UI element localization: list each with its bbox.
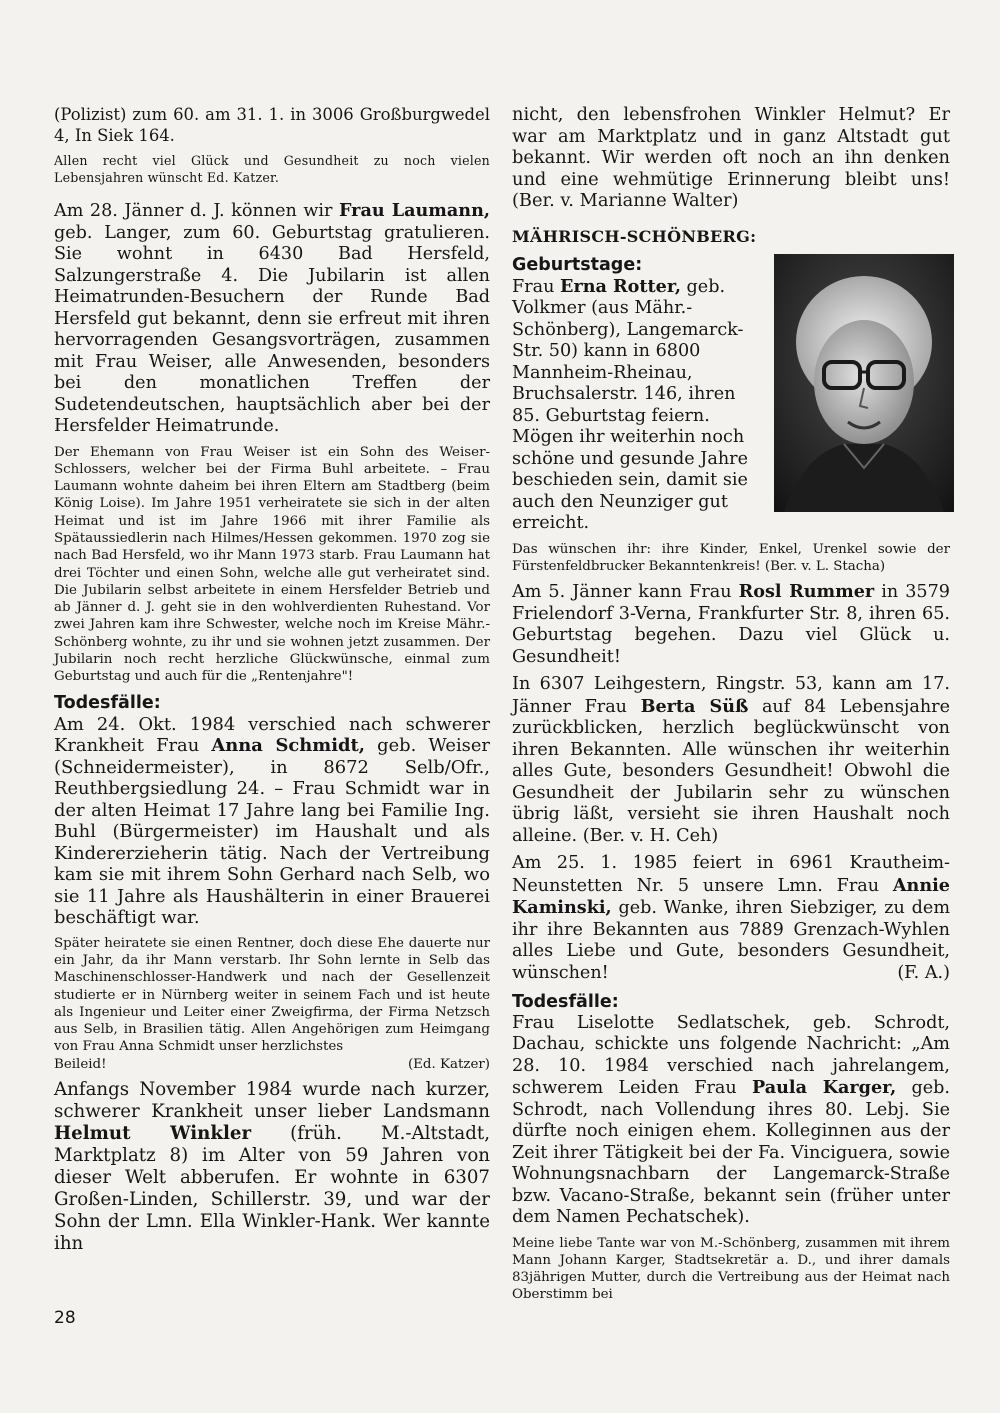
text: Frau [512,276,561,297]
person-name: Anna Schmidt, [211,735,366,757]
text: Frau Liselotte Sedlatschek, geb. Schrodt, Dachau, schickte uns folgende Nachricht: „Am 28. 10. 1984 verschied nach jahrelangem, schwerem Leiden Frau [512,1012,950,1099]
text: Am 25. 1. 1985 feiert in 6961 Krautheim-Neunstetten Nr. 5 unsere Lmn. Frau [512,853,950,896]
person-name: Frau Laumann, [339,200,490,221]
text: Am 24. Okt. 1984 verschied nach schwerer Krankheit Frau [54,713,490,757]
paragraph [512,1013,950,1229]
text: geb. Weiser (Schneidermeister), in 8672 Selb/Ofr., Reuthbergsiedlung 24. – Frau Schmidt war in der alten Heimat 17 Jahre lang bei Familie Ing. Buhl (Bürgermeister) im Haushalt und als Kindererzieherin tätig. Nach der Vertreibung kam sie mit ihrem Sohn Gerhard nach Selb, wo sie 11 Jahre als Haushälterin in einer Brauerei beschäftigt war. [54,735,490,929]
text: Am 28. Jänner d. J. können wir [54,201,339,221]
person-name: Berta Süß [640,695,749,717]
person-name: Annie Kaminski, [512,874,950,919]
text: In 6307 Leihgestern, Ringstr. 53, kann am 17. Jänner Frau [512,674,950,717]
byline: (F. A.) [897,963,950,984]
byline: (Ed. Katzer) [407,1056,490,1072]
paragraph [54,200,490,438]
text: auf 84 Lebensjahre zurückblicken, herzlich beglückwünscht von ihren Bekannten. Alle wünschen ihr weiterhin alles Gute, besonders Gesundheit! Obwohl die Gesundheit der Jubilarin sehr zu wünschen übrig läßt, versieht sie ihren Haushalt noch alleine. (Ber. v. H. Ceh) [512,696,950,846]
paragraph: Der Ehemann von Frau Weiser ist ein Sohn des Weiser-Schlossers, welcher bei der Firma Buhl arbeitete. – Frau Laumann wohnte daheim bei ihren Eltern am Stadtberg (beim König Loise). Im Jahre 1951 verheiratete sie sich in der alten Heimat und ist im Jahre 1966 mit ihrer Familie als Spätaussiedlerin nach Hilmes/Hessen gekommen. 1970 zog sie nach Bad Hersfeld, wo ihr Mann 1973 starb. Frau Laumann hat drei Töchter und einen Sohn, welche alle gut verheiratet sind. Die Jubilarin selbst arbeitete in einem Hersfelder Betrieb und ab Jänner d. J. geht sie in den wohlverdienten Ruhestand. Vor zwei Jahren kam ihre Schwester, welche noch im Kreise Mähr.-Schönberg wohnte, zu ihr und sie wohnen jetzt zusammen. Der Jubilarin noch recht herzliche Glückwünsche, einmal zum Geburtstag und auch für die „Rentenjahre"! [54,444,490,685]
right-column [512,104,950,1310]
text: geb. Schrodt, nach Vollendung ihres 80. Lebj. Sie dürfte noch einigen ehem. Kolleginnen aus der Zeit ihrer Tätigkeit bei der Fa. Vinciguera, sowie Wohnungsnachbarn der Langemarck-Straße bzw. Vacano-Straße, bekannt sein (früher unter dem Namen Pechatschek). [512,1078,950,1228]
text: Anfangs November 1984 wurde nach kurzer, schwerer Krankheit unser lieber Landsmann [54,1079,490,1123]
paragraph [54,714,490,929]
paragraph [54,1079,490,1255]
text: geb. Langer, zum 60. Geburtstag gratulieren. Sie wohnt in 6430 Bad Hersfeld, Salzungerstraße 4. Die Jubilarin ist allen Heimatrunden-Besuchern der Runde Bad Hersfeld gut bekannt, denn sie erfreut mit ihren hervorragenden Gesangsvorträgen, zusammen mit Frau Weiser, alle Anwesenden, besonders bei den monatlichen Treffen der Sudetendeutschen, hauptsächlich aber bei der Hersfelder Heimatrunde. [54,222,490,436]
paragraph [512,581,950,668]
text: in 3579 Frielendorf 3-Verna, Frankfurter Str. 8, ihren 65. Geburtstag begehen. Dazu viel Glück u. Gesundheit! [512,582,951,667]
paragraph: Meine liebe Tante war von M.-Schönberg, zusammen mit ihrem Mann Johann Karger, Stadtsekretär a. D., und ihrer damals 83jährigen Mutter, durch die Vertreibung aus der Heimat nach Oberstimm bei [512,1235,950,1303]
paragraph: nicht, den lebensfrohen Winkler Helmut? Er war am Marktplatz und in ganz Altstadt gut bekannt. Wir werden oft noch an ihn denken und eine wehmütige Erinnerung bleibt uns! (Ber. v. Marianne Walter) [512,104,950,211]
section-heading: Todesfälle: [512,991,619,1012]
text: geb. Wanke, ihren Siebziger, zu dem ihr ihre Bekannten aus 7889 Grenzach-Wyhlen alles Liebe und Gute, besonders Gesundheit, wünschen! [512,898,950,983]
person-name: Erna Rotter, [560,275,681,297]
text: Beileid! [54,1056,107,1072]
text: Am 5. Jänner kann Frau [512,582,739,603]
signature-line [54,1056,490,1073]
paragraph: Das wünschen ihr: ihre Kinder, Enkel, Urenkel sowie der Fürstenfeldbrucker Bekanntenkreis! (Ber. v. L. Stacha) [512,541,950,574]
section-heading: Todesfälle: [54,692,161,713]
paragraph: (Polizist) zum 60. am 31. 1. in 3006 Großburgwedel 4, In Siek 164. [54,105,490,145]
left-column [54,104,490,1261]
text: (früh. M.-Altstadt, Marktplatz 8) im Alter von 59 Jahren von dieser Welt abberufen. Er wohnte in 6307 Großen-Linden, Schillerstr. 39, und war der Sohn der Lmn. Ella Winkler-Hank. Wer kannte ihn [54,1123,490,1255]
section-heading: Geburtstage: [512,254,643,275]
paragraph [54,935,490,1056]
person-name: Rosl Rummer [738,581,875,603]
text: geb. Volkmer (aus Mähr.-Schönberg), Langemarck-Str. 50) kann in 6800 Mannheim-Rheinau, Bruchsalerstr. 146, ihren 85. Geburtstag feiern. Mögen ihr weiterhin noch schöne und gesunde Jahre beschieden sein, damit sie auch den Neunziger gut erreicht. [512,276,748,533]
portrait-image [774,254,954,512]
page-number: 28 [54,1308,76,1328]
person-name: Paula Karger, [751,1077,897,1099]
paragraph: Allen recht viel Glück und Gesundheit zu noch vielen Lebensjahren wünscht Ed. Katzer. [54,153,490,185]
person-name: Helmut Winkler [54,1123,252,1145]
portrait-photo [774,254,954,512]
region-heading: MÄHRISCH-SCHÖNBERG: [512,226,757,246]
paragraph [512,674,950,847]
text: Später heiratete sie einen Rentner, doch diese Ehe dauerte nur ein Jahr, da ihr Mann verstarb. Ihr Sohn lernte in Selb das Maschinenschlosser-Handwerk und nach der Gesellenzeit studierte er in Nürnberg weiter in seinem Fach und ist heute als Ingenieur und Leiter einer Zweigfirma, der Firma Netzsch aus Selb, in Brasilien tätig. Allen Angehörigen zum Heimgang von Frau Anna Schmidt unser herzlichstes [54,935,490,1055]
